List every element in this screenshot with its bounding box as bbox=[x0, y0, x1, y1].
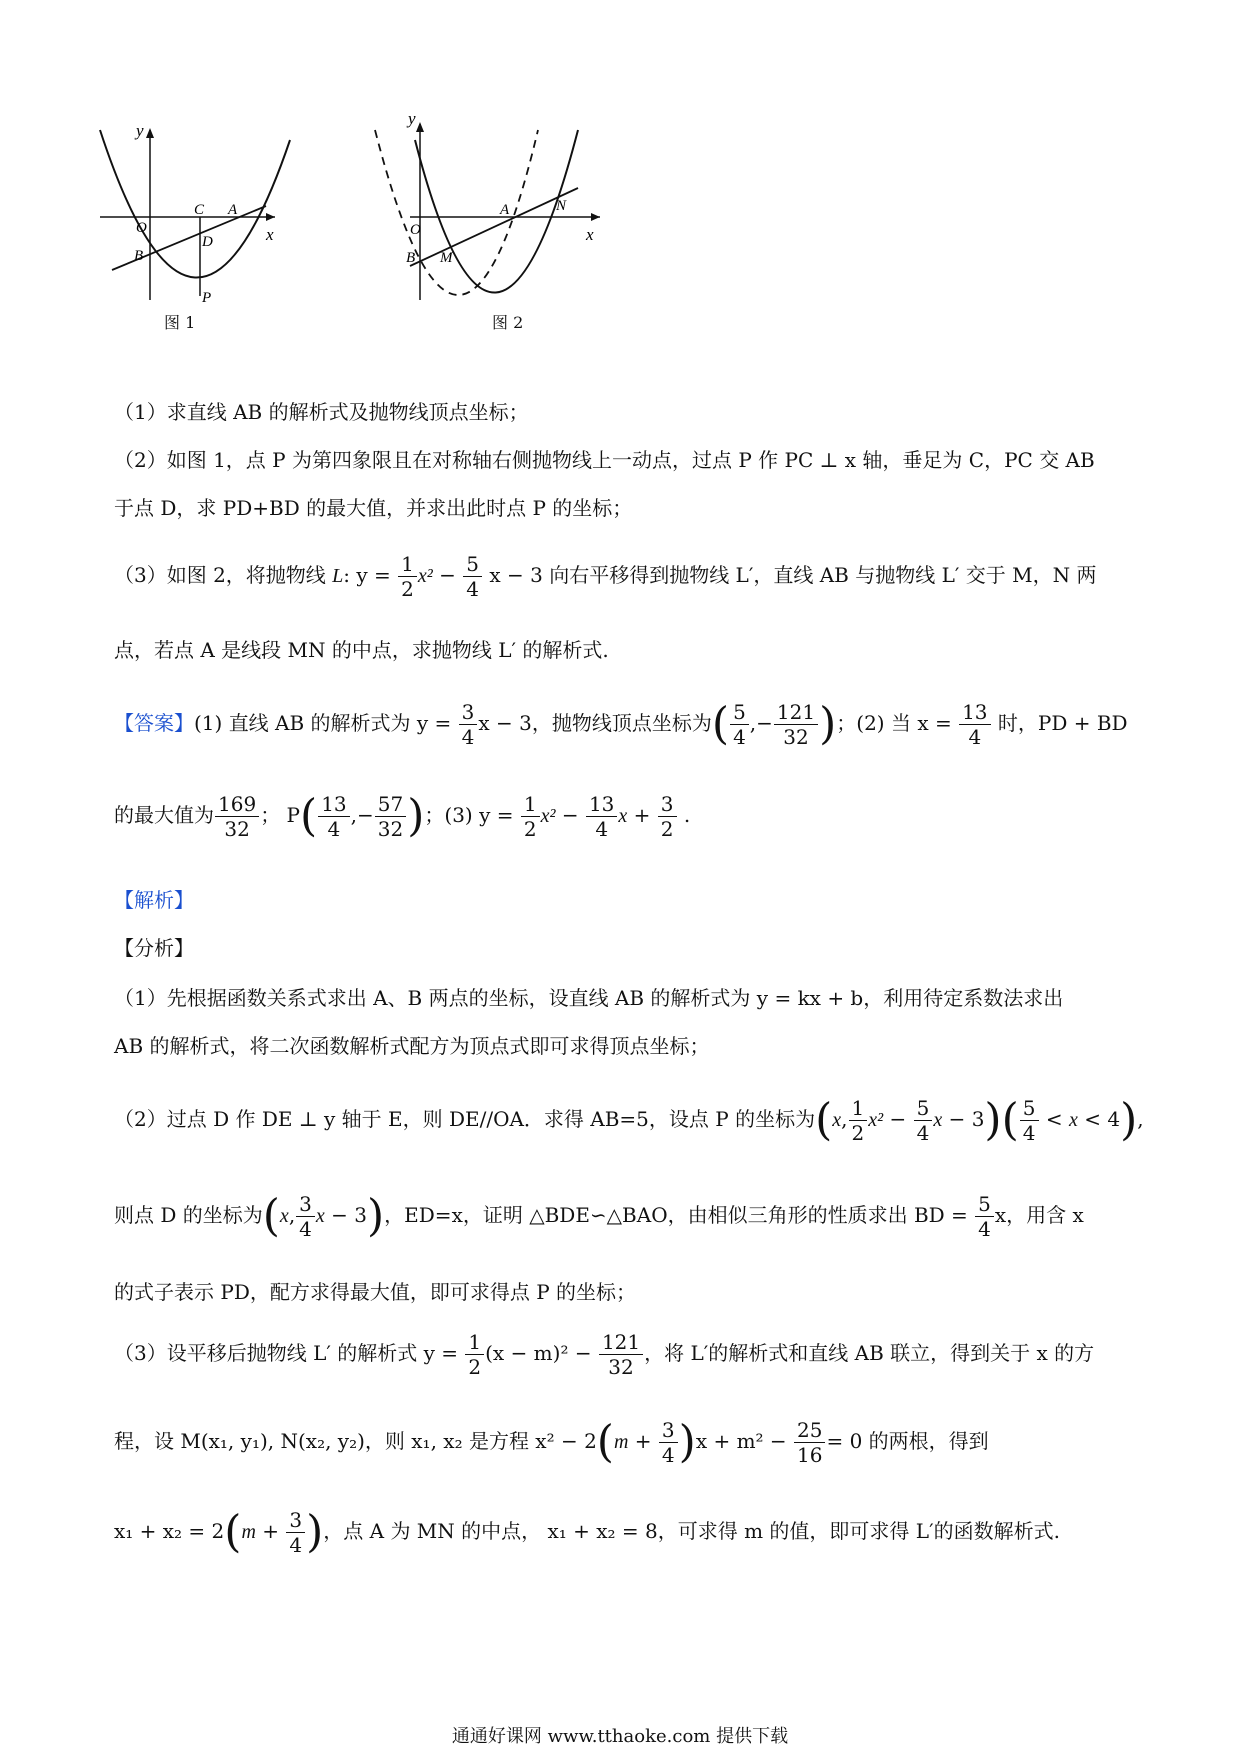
analysis-3-line-3: x₁ + x₂ = 2(m + $\frac{3}{4}$ )，点 A 为 MN 的中点， x₁ + x₂ = 8，可求得 m 的值，即可求得 L′的函数解析式. bbox=[114, 1506, 1060, 1558]
a2-text-1: 则点 D 的坐标为 bbox=[114, 1203, 263, 1227]
fig2-label-b: B bbox=[406, 250, 416, 266]
fig1-label-x: x bbox=[266, 225, 274, 244]
analysis-3-line-1: （3）设平移后抛物线 L′ 的解析式 y = $\frac{1}{2}$ (x − m)² − $\frac{121}{32}$ ，将 L′的解析式和直线 AB 联立，得到关于 x 的方 bbox=[114, 1330, 1095, 1379]
question-1: （1）求直线 AB 的解析式及抛物线顶点坐标； bbox=[114, 400, 529, 424]
fraction-1-2: $\frac{1}{2}$ bbox=[398, 552, 417, 601]
fig1-label-a: A bbox=[228, 202, 238, 218]
a3-text-4: 程，设 M(x₁, y₁), N(x₂, y₂)，则 x₁, x₂ 是方程 x² − 2 bbox=[114, 1429, 597, 1453]
a3-text-2: (x − m)² − bbox=[485, 1341, 598, 1365]
a3-text-5: x + m² − bbox=[695, 1429, 794, 1453]
analysis-3-line-2: 程，设 M(x₁, y₁), N(x₂, y₂)，则 x₁, x₂ 是方程 x² − 2(m + $\frac{3}{4}$ )x + m² − $\frac{25}{16}$ = 0 的两根，得到 bbox=[114, 1416, 989, 1468]
fig1-label-y: y bbox=[136, 121, 144, 140]
question-2-line-1: （2）如图 1，点 P 为第四象限且在对称轴右侧抛物线上一动点，过点 P 作 PC ⊥ x 轴，垂足为 C，PC 交 AB bbox=[114, 448, 1095, 472]
q3-eq: : y = bbox=[343, 563, 398, 587]
analysis-2-line-1: （2）过点 D 作 DE ⊥ y 轴于 E，则 DE//OA．求得 AB=5，设点 P 的坐标为(x, $\frac{1}{2}$ x² − $\frac{5}{4}$ x − 3)( $\frac{5}{4}$ < x < 4), bbox=[114, 1094, 1144, 1146]
answer-text-3: ；(2) 当 x = bbox=[836, 711, 959, 735]
fig1-label-d: D bbox=[202, 234, 213, 250]
figure-1-caption: 图 1 bbox=[164, 313, 196, 332]
fig1-label-b: B bbox=[134, 248, 144, 264]
figure-1-graph bbox=[100, 120, 330, 360]
a3-text-6: = 0 的两根，得到 bbox=[826, 1429, 989, 1453]
a2-text-3: x，用含 x bbox=[994, 1203, 1084, 1227]
a2-prefix: （2）过点 D 作 DE ⊥ y 轴于 E，则 DE//OA．求得 AB=5，设点 P 的坐标为 bbox=[114, 1107, 816, 1131]
answer-text-7: ；(3) y = bbox=[424, 803, 520, 827]
answer-text-1: (1) 直线 AB 的解析式为 y = bbox=[194, 711, 458, 735]
answer-text-6: ； P bbox=[260, 803, 301, 827]
fig2-label-o: O bbox=[410, 222, 421, 238]
q3-mid: x − 3 向右平移得到抛物线 L′，直线 AB 与抛物线 L′ 交于 M，N 两 bbox=[483, 563, 1097, 587]
fig2-label-y: y bbox=[408, 109, 416, 128]
a3-text-3: ，将 L′的解析式和直线 AB 联立，得到关于 x 的方 bbox=[644, 1341, 1095, 1365]
answer-text-8: . bbox=[677, 803, 691, 827]
answer-line-1: 【答案】(1) 直线 AB 的解析式为 y = $\frac{3}{4}$ x − 3，抛物线顶点坐标为( $\frac{5}{4}$ ,− $\frac{121}{32}$ )；(2) 当 x = $\frac{13}{4}$ 时，PD + BD bbox=[114, 698, 1128, 750]
figure-1 bbox=[100, 120, 330, 380]
answer-text-5: 的最大值为 bbox=[114, 803, 214, 827]
analysis-2-line-3: 的式子表示 PD，配方求得最大值，即可求得点 P 的坐标； bbox=[114, 1280, 637, 1304]
question-3-line-2: 点，若点 A 是线段 MN 的中点，求抛物线 L′ 的解析式. bbox=[114, 638, 609, 662]
a3-text-8: ，点 A 为 MN 的中点， x₁ + x₂ = 8，可求得 m 的值，即可求得 L′的函数解析式. bbox=[323, 1519, 1060, 1543]
analysis-2-line-2: 则点 D 的坐标为(x, $\frac{3}{4}$ x − 3)，ED=x，证明 △BDE∽△BAO，由相似三角形的性质求出 BD = $\frac{5}{4}$ x，用含 x bbox=[114, 1190, 1084, 1242]
a3-text-1: （3）设平移后抛物线 L′ 的解析式 y = bbox=[114, 1341, 465, 1365]
fig2-label-a: A bbox=[500, 202, 510, 218]
q3-parabola-l: L bbox=[332, 565, 344, 587]
fig2-label-x: x bbox=[586, 225, 594, 244]
question-2-line-2: 于点 D，求 PD+BD 的最大值，并求出此时点 P 的坐标； bbox=[114, 496, 633, 520]
answer-text-4: 时，PD + BD bbox=[991, 711, 1128, 735]
figure-2-caption: 图 2 bbox=[492, 313, 524, 332]
footer-watermark: 通通好课网 www.tthaoke.com 提供下载 bbox=[451, 1726, 789, 1747]
fig2-label-m: M bbox=[440, 250, 453, 266]
answer-tag: 【答案】 bbox=[114, 711, 194, 735]
fig2-label-n: N bbox=[556, 198, 567, 214]
fenxi-heading: 【分析】 bbox=[114, 936, 194, 960]
question-3-line-1: （3）如图 2，将抛物线 L: y = $\frac{1}{2}$ x² − $\frac{5}{4}$ x − 3 向右平移得到抛物线 L′，直线 AB 与抛物线 L′ 交于 M，N 两 bbox=[114, 552, 1097, 601]
fig1-label-c: C bbox=[194, 202, 205, 218]
fraction-5-4: $\frac{5}{4}$ bbox=[463, 552, 482, 601]
answer-line-2: 的最大值为 $\frac{169}{32}$ ； P( $\frac{13}{4}$ ,− $\frac{57}{32}$ )；(3) y = $\frac{1}{2}$ x² − $\frac{13}{4}$ x + $\frac{3}{2}$ . bbox=[114, 790, 691, 842]
figure-2-graph bbox=[406, 109, 680, 360]
q3-prefix: （3）如图 2，将抛物线 bbox=[114, 563, 333, 587]
a3-text-7: x₁ + x₂ = 2 bbox=[114, 1519, 225, 1543]
figure-2 bbox=[406, 109, 680, 380]
answer-text-2: x − 3，抛物线顶点坐标为 bbox=[478, 711, 712, 735]
fig1-label-o: O bbox=[136, 220, 147, 236]
analysis-1-line-1: （1）先根据函数关系式求出 A、B 两点的坐标，设直线 AB 的解析式为 y = kx + b，利用待定系数法求出 bbox=[114, 986, 1064, 1010]
a2-text-2: ，ED=x，证明 △BDE∽△BAO，由相似三角形的性质求出 BD = bbox=[384, 1203, 975, 1227]
fig1-label-p: P bbox=[202, 290, 212, 306]
analysis-1-line-2: AB 的解析式，将二次函数解析式配方为顶点式即可求得顶点坐标； bbox=[114, 1034, 710, 1058]
jiexi-heading: 【解析】 bbox=[114, 888, 194, 912]
